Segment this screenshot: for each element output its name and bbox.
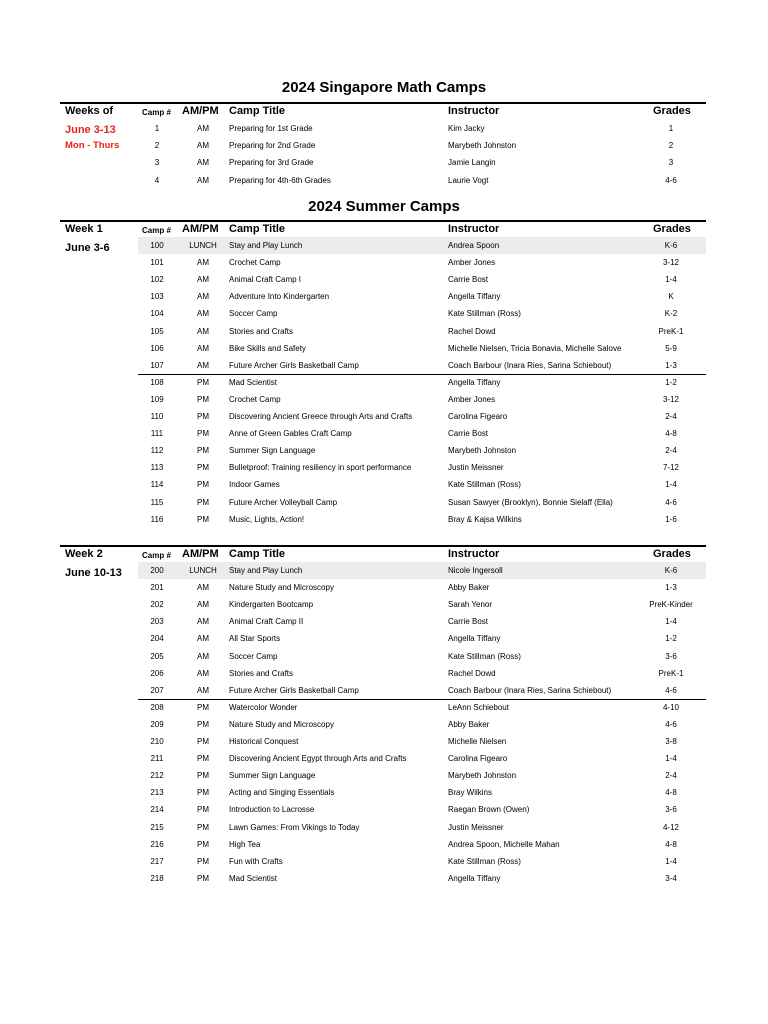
table-row xyxy=(138,733,706,750)
instructor-cell: Marybeth Johnston xyxy=(448,446,517,456)
grades-cell: PreK-1 xyxy=(658,326,684,336)
camp-number-cell: 103 xyxy=(150,292,164,302)
grades-header: Grades xyxy=(653,223,691,235)
table-row xyxy=(138,237,706,254)
table-row xyxy=(138,750,706,767)
grades-cell: 4-8 xyxy=(665,429,677,439)
grades-cell: 1-2 xyxy=(665,634,677,644)
instructor-cell: Kim Jacky xyxy=(448,124,485,133)
instructor-cell: LeAnn Schiebout xyxy=(448,702,509,712)
instructor-cell: Angella Tiffany xyxy=(448,292,501,302)
camp-title-cell: Watercolor Wonder xyxy=(229,702,298,712)
grades-cell: 1-2 xyxy=(665,377,677,387)
camp-title-cell: Mad Scientist xyxy=(229,873,278,883)
table-row xyxy=(138,254,706,271)
table-row xyxy=(138,767,706,784)
ampm-cell: PM xyxy=(197,377,209,387)
table-row xyxy=(138,579,706,596)
ampm-cell: PM xyxy=(197,737,209,746)
instructor-cell: Coach Barbour (Inara Ries, Sarina Schiebout) xyxy=(448,360,612,370)
math-header-rule xyxy=(60,102,706,104)
camp-title-cell: Preparing for 1st Grade xyxy=(229,124,313,133)
table-row xyxy=(138,682,706,699)
instructor-cell: Justin Meissner xyxy=(448,822,504,832)
ampm-cell: AM xyxy=(197,258,209,268)
table-row xyxy=(138,699,706,716)
instructor-header: Instructor xyxy=(448,223,500,235)
ampm-header: AM/PM xyxy=(182,105,219,117)
ampm-cell: PM xyxy=(197,412,209,421)
camp-title-cell: Stay and Play Lunch xyxy=(229,566,303,575)
instructor-cell: Carolina Figearo xyxy=(448,412,508,421)
instructor-cell: Abby Baker xyxy=(448,583,490,593)
table-row xyxy=(138,271,706,288)
ampm-cell: AM xyxy=(197,175,209,185)
ampm-cell: PM xyxy=(197,480,209,490)
camp-title-cell: Summer Sign Language xyxy=(229,446,316,456)
ampm-cell: AM xyxy=(197,360,209,370)
math-days: Mon - Thurs xyxy=(65,140,120,151)
table-row xyxy=(138,340,706,357)
grades-cell: 1-6 xyxy=(665,514,677,524)
camp-title-cell: Introduction to Lacrosse xyxy=(229,805,315,815)
grades-cell: 7-12 xyxy=(662,463,679,473)
camp-title-header: Camp Title xyxy=(229,105,286,117)
ampm-cell: AM xyxy=(197,583,209,593)
table-row xyxy=(138,425,706,442)
grades-cell: 1-4 xyxy=(665,617,677,627)
camp-title-cell: Future Archer Volleyball Camp xyxy=(229,497,338,507)
camp-title-cell: Indoor Games xyxy=(229,480,280,490)
table-row xyxy=(138,648,706,665)
camp-title-header: Camp Title xyxy=(229,223,286,235)
camp-title-cell: Crochet Camp xyxy=(229,258,281,268)
camp-title-cell: Soccer Camp xyxy=(229,309,278,319)
grades-cell: K-2 xyxy=(664,309,678,319)
camp-number-cell: 4 xyxy=(154,175,160,185)
camp-number-cell: 209 xyxy=(150,719,164,729)
grades-cell: 1-4 xyxy=(665,480,677,490)
grades-cell: PreK-Kinder xyxy=(649,600,693,610)
camp-title-cell: Future Archer Girls Basketball Camp xyxy=(229,685,359,695)
ampm-cell: AM xyxy=(197,634,209,644)
camp-number-cell: 115 xyxy=(150,497,164,507)
camp-title-cell: Mad Scientist xyxy=(229,377,278,387)
camp-title-cell: Stories and Crafts xyxy=(229,326,294,336)
grades-cell: 1 xyxy=(668,124,674,133)
instructor-cell: Carrie Bost xyxy=(448,275,489,285)
table-row xyxy=(138,596,706,613)
camp-number-header: Camp # xyxy=(142,226,171,235)
camp-title-cell: Fun with Crafts xyxy=(229,856,283,866)
camp-title-cell: Future Archer Girls Basketball Camp xyxy=(229,360,359,370)
grades-cell: 2-4 xyxy=(665,446,677,456)
ampm-cell: AM xyxy=(197,309,209,319)
camp-number-cell: 100 xyxy=(150,241,164,250)
camp-number-cell: 101 xyxy=(150,258,164,268)
ampm-cell: PM xyxy=(197,446,209,456)
camp-title-cell: Animal Craft Camp I xyxy=(229,275,302,285)
grades-cell: 2 xyxy=(668,141,674,151)
table-row xyxy=(138,784,706,801)
camp-number-cell: 200 xyxy=(150,566,164,575)
grades-cell: K-6 xyxy=(664,241,678,250)
camp-number-cell: 102 xyxy=(150,275,164,285)
camp-number-cell: 107 xyxy=(150,360,164,370)
week2-label: Week 2 xyxy=(65,548,103,560)
table-row xyxy=(138,870,706,887)
grades-cell: 3 xyxy=(668,158,674,168)
camp-number-cell: 212 xyxy=(150,771,164,781)
ampm-cell: AM xyxy=(197,600,209,610)
weeks-of-header: Weeks of xyxy=(65,105,114,117)
grades-cell: K-6 xyxy=(664,566,678,575)
table-row xyxy=(138,562,706,579)
camp-number-cell: 202 xyxy=(150,600,164,610)
instructor-cell: Justin Meissner xyxy=(448,463,504,473)
ampm-cell: AM xyxy=(197,617,209,627)
camp-number-cell: 112 xyxy=(150,446,164,456)
camp-title-cell: Preparing for 3rd Grade xyxy=(229,158,314,168)
ampm-cell: PM xyxy=(197,497,209,507)
ampm-cell: AM xyxy=(197,343,209,353)
grades-cell: 5-9 xyxy=(665,343,677,353)
math-dates: June 3-13 xyxy=(65,124,116,136)
ampm-cell: PM xyxy=(197,873,209,883)
table-row xyxy=(138,442,706,459)
instructor-cell: Rachel Dowd xyxy=(448,668,496,678)
ampm-cell: AM xyxy=(197,141,209,151)
grades-header: Grades xyxy=(653,105,691,117)
grades-cell: 4-6 xyxy=(665,719,677,729)
camp-number-header: Camp # xyxy=(142,551,171,560)
week2-header-rule xyxy=(60,545,706,547)
camp-title-cell: Adventure Into Kindergarten xyxy=(229,292,330,302)
table-row xyxy=(138,801,706,818)
grades-cell: 1-4 xyxy=(665,856,677,866)
grades-cell: 3-12 xyxy=(662,394,679,404)
grades-cell: 1-4 xyxy=(665,275,677,285)
camp-title-cell: Acting and Singing Essentials xyxy=(229,788,335,798)
camp-number-cell: 106 xyxy=(150,343,164,353)
week2-dates: June 10-13 xyxy=(65,567,122,579)
camp-number-cell: 217 xyxy=(150,856,164,866)
week1-label: Week 1 xyxy=(65,223,103,235)
table-row xyxy=(138,408,706,425)
grades-cell: 3-6 xyxy=(665,805,677,815)
instructor-cell: Bray & Kajsa Wilkins xyxy=(448,514,522,524)
ampm-cell: AM xyxy=(197,275,209,285)
grades-cell: 1-3 xyxy=(665,360,677,370)
instructor-cell: Carrie Bost xyxy=(448,429,489,439)
table-row xyxy=(138,459,706,476)
camp-number-cell: 110 xyxy=(150,412,164,421)
camp-number-cell: 214 xyxy=(150,805,164,815)
table-row xyxy=(138,511,706,528)
ampm-cell: AM xyxy=(197,158,209,168)
camp-number-cell: 104 xyxy=(150,309,164,319)
grades-cell: 4-8 xyxy=(665,839,677,849)
table-row xyxy=(138,374,706,391)
camp-title-cell: Discovering Ancient Egypt through Arts and Crafts xyxy=(229,754,407,764)
grades-cell: 4-12 xyxy=(662,822,679,832)
ampm-header: AM/PM xyxy=(182,548,219,560)
instructor-cell: Raegan Brown (Owen) xyxy=(448,805,530,815)
camp-number-cell: 114 xyxy=(150,480,164,490)
grades-cell: 1-4 xyxy=(665,754,677,764)
camp-title-header: Camp Title xyxy=(229,548,286,560)
camp-title-cell: Music, Lights, Action! xyxy=(229,514,305,524)
camp-number-cell: 218 xyxy=(150,873,164,883)
ampm-cell: PM xyxy=(197,514,209,524)
ampm-cell: PM xyxy=(197,788,209,798)
ampm-cell: AM xyxy=(197,668,209,678)
camp-title-cell: Bulletproof: Training resiliency in sport performance xyxy=(229,463,412,473)
ampm-cell: PM xyxy=(197,856,209,866)
grades-cell: 1-3 xyxy=(665,583,677,593)
camp-number-cell: 116 xyxy=(150,514,164,524)
camp-title-cell: High Tea xyxy=(229,839,261,849)
grades-header: Grades xyxy=(653,548,691,560)
grades-cell: 4-10 xyxy=(662,702,679,712)
ampm-cell: LUNCH xyxy=(189,241,217,250)
summer-camps-title: 2024 Summer Camps xyxy=(308,198,460,215)
camp-title-cell: Preparing for 4th-6th Grades xyxy=(229,175,331,185)
ampm-cell: PM xyxy=(197,429,209,439)
grades-cell: 3-8 xyxy=(665,737,677,746)
table-row xyxy=(138,323,706,340)
instructor-cell: Kate Stillman (Ross) xyxy=(448,856,521,866)
instructor-cell: Michelle Nielsen xyxy=(448,737,507,746)
camp-title-cell: Nature Study and Microscopy xyxy=(229,583,334,593)
ampm-cell: PM xyxy=(197,822,209,832)
ampm-cell: PM xyxy=(197,719,209,729)
grades-cell: 4-6 xyxy=(665,497,677,507)
camp-title-cell: Preparing for 2nd Grade xyxy=(229,141,316,151)
camp-title-cell: Nature Study and Microscopy xyxy=(229,719,334,729)
instructor-cell: Angella Tiffany xyxy=(448,634,501,644)
instructor-header: Instructor xyxy=(448,105,500,117)
camp-number-cell: 215 xyxy=(150,822,164,832)
camp-number-header: Camp # xyxy=(142,108,171,117)
week1-dates: June 3-6 xyxy=(65,242,110,254)
camp-number-cell: 216 xyxy=(150,839,164,849)
week1-header-rule xyxy=(60,220,706,222)
grades-cell: PreK-1 xyxy=(658,668,684,678)
instructor-cell: Jamie Langin xyxy=(448,158,496,168)
ampm-cell: PM xyxy=(197,463,209,473)
instructor-cell: Sarah Yenor xyxy=(448,600,493,610)
table-row xyxy=(138,154,706,171)
camp-title-cell: Anne of Green Gables Craft Camp xyxy=(229,429,352,439)
instructor-cell: Michelle Nielsen, Tricia Bonavia, Michelle Salove xyxy=(448,343,622,353)
camp-number-cell: 211 xyxy=(150,754,164,764)
ampm-header: AM/PM xyxy=(182,223,219,235)
table-row xyxy=(138,172,706,189)
ampm-cell: PM xyxy=(197,702,209,712)
ampm-cell: AM xyxy=(197,685,209,695)
instructor-cell: Angella Tiffany xyxy=(448,873,501,883)
instructor-header: Instructor xyxy=(448,548,500,560)
camp-title-cell: Soccer Camp xyxy=(229,651,278,661)
instructor-cell: Andrea Spoon xyxy=(448,241,500,250)
camp-number-cell: 111 xyxy=(150,429,164,439)
camp-number-cell: 201 xyxy=(150,583,164,593)
grades-cell: 3-4 xyxy=(665,873,677,883)
ampm-cell: AM xyxy=(197,292,209,302)
camp-number-cell: 213 xyxy=(150,788,164,798)
camp-number-cell: 204 xyxy=(150,634,164,644)
camp-title-cell: Kindergarten Bootcamp xyxy=(229,600,314,610)
camp-number-cell: 108 xyxy=(150,377,164,387)
instructor-cell: Laurie Vogt xyxy=(448,175,489,185)
camp-number-cell: 203 xyxy=(150,617,164,627)
instructor-cell: Nicole Ingersoll xyxy=(448,566,503,575)
instructor-cell: Marybeth Johnston xyxy=(448,771,517,781)
instructor-cell: Kate Stillman (Ross) xyxy=(448,651,521,661)
camp-number-cell: 207 xyxy=(150,685,164,695)
camp-number-cell: 210 xyxy=(150,737,164,746)
instructor-cell: Abby Baker xyxy=(448,719,490,729)
camp-title-cell: Summer Sign Language xyxy=(229,771,316,781)
table-row xyxy=(138,819,706,836)
table-row xyxy=(138,120,706,137)
table-row xyxy=(138,391,706,408)
instructor-cell: Andrea Spoon, Michelle Mahan xyxy=(448,839,560,849)
ampm-cell: PM xyxy=(197,805,209,815)
camp-number-cell: 1 xyxy=(154,124,160,133)
camp-number-cell: 109 xyxy=(150,394,164,404)
table-row xyxy=(138,288,706,305)
instructor-cell: Amber Jones xyxy=(448,258,496,268)
grades-cell: 3-6 xyxy=(665,651,677,661)
table-row xyxy=(138,836,706,853)
camp-number-cell: 206 xyxy=(150,668,164,678)
instructor-cell: Kate Stillman (Ross) xyxy=(448,480,521,490)
ampm-cell: PM xyxy=(197,394,209,404)
instructor-cell: Bray Wilkins xyxy=(448,788,493,798)
table-row xyxy=(138,665,706,682)
math-camps-title: 2024 Singapore Math Camps xyxy=(281,79,487,96)
table-row xyxy=(138,716,706,733)
camp-title-cell: Bike Skills and Safety xyxy=(229,343,306,353)
camp-number-cell: 113 xyxy=(150,463,164,473)
table-row xyxy=(138,305,706,322)
camp-number-cell: 208 xyxy=(150,702,164,712)
ampm-cell: PM xyxy=(197,771,209,781)
camp-number-cell: 3 xyxy=(154,158,160,168)
instructor-cell: Kate Stillman (Ross) xyxy=(448,309,521,319)
instructor-cell: Amber Jones xyxy=(448,394,496,404)
camp-number-cell: 2 xyxy=(154,141,160,151)
instructor-cell: Rachel Dowd xyxy=(448,326,496,336)
ampm-cell: AM xyxy=(197,326,209,336)
table-row xyxy=(138,853,706,870)
camp-title-cell: Crochet Camp xyxy=(229,394,281,404)
camp-title-cell: Stories and Crafts xyxy=(229,668,294,678)
table-row xyxy=(138,494,706,511)
table-row xyxy=(138,137,706,154)
instructor-cell: Coach Barbour (Inara Ries, Sarina Schiebout) xyxy=(448,685,612,695)
instructor-cell: Carrie Bost xyxy=(448,617,489,627)
ampm-cell: AM xyxy=(197,124,209,133)
instructor-cell: Marybeth Johnston xyxy=(448,141,517,151)
camp-title-cell: Historical Conquest xyxy=(229,737,299,746)
ampm-cell: AM xyxy=(197,651,209,661)
camp-title-cell: Animal Craft Camp II xyxy=(229,617,304,627)
table-row xyxy=(138,630,706,647)
camp-number-cell: 205 xyxy=(150,651,164,661)
grades-cell: 4-6 xyxy=(665,685,677,695)
grades-cell: 4-8 xyxy=(665,788,677,798)
camp-title-cell: Stay and Play Lunch xyxy=(229,241,303,250)
table-row xyxy=(138,357,706,374)
table-row xyxy=(138,476,706,493)
camp-title-cell: All Star Sports xyxy=(229,634,281,644)
table-row xyxy=(138,613,706,630)
grades-cell: K xyxy=(668,292,674,302)
grades-cell: 4-6 xyxy=(665,175,677,185)
ampm-cell: PM xyxy=(197,754,209,764)
ampm-cell: LUNCH xyxy=(189,566,217,575)
instructor-cell: Angella Tiffany xyxy=(448,377,501,387)
grades-cell: 3-12 xyxy=(662,258,679,268)
instructor-cell: Carolina Figearo xyxy=(448,754,508,764)
camp-title-cell: Discovering Ancient Greece through Arts and Crafts xyxy=(229,412,413,421)
grades-cell: 2-4 xyxy=(665,771,677,781)
ampm-cell: PM xyxy=(197,839,209,849)
camp-number-cell: 105 xyxy=(150,326,164,336)
grades-cell: 2-4 xyxy=(665,412,677,421)
camp-title-cell: Lawn Games: From Vikings to Today xyxy=(229,822,360,832)
instructor-cell: Susan Sawyer (Brooklyn), Bonnie Sielaff (Ella) xyxy=(448,497,613,507)
